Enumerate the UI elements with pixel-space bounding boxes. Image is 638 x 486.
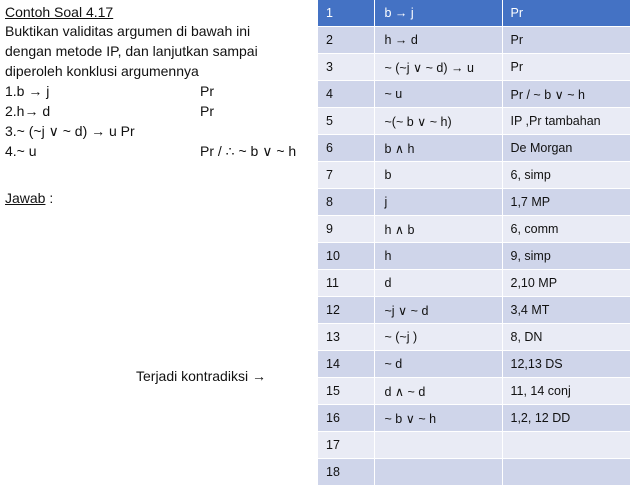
premise-4	[5, 143, 315, 160]
table-row	[318, 405, 630, 432]
step-reason: Pr	[502, 54, 630, 81]
step-number: 2	[318, 27, 374, 54]
step-number: 9	[318, 216, 374, 243]
proof-table-body	[318, 0, 630, 486]
answer-label-text: Jawab	[5, 190, 46, 206]
premise-2	[5, 103, 315, 120]
step-reason	[502, 459, 630, 486]
premise-reason: Pr	[200, 103, 214, 119]
step-reason: Pr / ~ b ∨ ~ h	[502, 81, 630, 108]
step-formula: ~ d	[374, 351, 502, 378]
table-row	[318, 432, 630, 459]
problem-line: dengan metode IP, dan lanjutkan sampai	[5, 43, 258, 59]
proof-table	[318, 0, 631, 486]
step-formula: b	[374, 162, 502, 189]
step-formula: ~(~ b ∨ ~ h)	[374, 108, 502, 135]
problem-title: Contoh Soal 4.17	[5, 4, 114, 20]
step-reason: Pr	[502, 0, 630, 27]
step-formula: h ∧ b	[374, 216, 502, 243]
step-number: 10	[318, 243, 374, 270]
step-formula: d ∧ ~ d	[374, 378, 502, 405]
step-reason: 1,7 MP	[502, 189, 630, 216]
problem-line: Buktikan validitas argumen di bawah ini	[5, 23, 251, 39]
step-reason	[502, 432, 630, 459]
table-row	[318, 189, 630, 216]
step-number: 14	[318, 351, 374, 378]
table-row	[318, 27, 630, 54]
step-number: 1	[318, 0, 374, 27]
step-number: 17	[318, 432, 374, 459]
table-row	[318, 270, 630, 297]
step-reason: 6, simp	[502, 162, 630, 189]
table-row	[318, 54, 630, 81]
table-row	[318, 108, 630, 135]
premise-expr: 4.~ u	[5, 143, 37, 159]
premise-3	[5, 123, 315, 140]
table-row	[318, 216, 630, 243]
premise-reason: Pr / ∴ ~ b ∨ ~ h	[200, 143, 297, 159]
step-number: 5	[318, 108, 374, 135]
table-row	[318, 378, 630, 405]
table-row	[318, 135, 630, 162]
step-formula: j	[374, 189, 502, 216]
step-formula: ~j ∨ ~ d	[374, 297, 502, 324]
step-reason: 9, simp	[502, 243, 630, 270]
premise-expr: 2.h→ d	[5, 103, 51, 119]
step-formula: ~ b ∨ ~ h	[374, 405, 502, 432]
problem-panel	[0, 0, 318, 479]
table-row	[318, 351, 630, 378]
step-reason: 1,2, 12 DD	[502, 405, 630, 432]
step-reason: 3,4 MT	[502, 297, 630, 324]
step-number: 6	[318, 135, 374, 162]
contradiction-note: Terjadi kontradiksi →	[136, 368, 266, 384]
step-formula	[374, 459, 502, 486]
step-reason: De Morgan	[502, 135, 630, 162]
step-number: 16	[318, 405, 374, 432]
step-number: 13	[318, 324, 374, 351]
step-reason: 11, 14 conj	[502, 378, 630, 405]
step-formula: b ∧ h	[374, 135, 502, 162]
step-reason: 2,10 MP	[502, 270, 630, 297]
problem-line: diperoleh konklusi argumennya	[5, 63, 199, 79]
answer-label	[5, 190, 53, 206]
step-number: 7	[318, 162, 374, 189]
step-number: 15	[318, 378, 374, 405]
step-reason: Pr	[502, 27, 630, 54]
step-number: 4	[318, 81, 374, 108]
table-row	[318, 243, 630, 270]
step-number: 8	[318, 189, 374, 216]
step-number: 3	[318, 54, 374, 81]
step-reason: IP ,Pr tambahan	[502, 108, 630, 135]
table-row	[318, 81, 630, 108]
premise-reason: Pr	[200, 83, 214, 99]
step-formula: h → d	[374, 27, 502, 54]
step-number: 11	[318, 270, 374, 297]
premise-expr: 1.b → j	[5, 83, 50, 99]
premise-1	[5, 83, 315, 100]
table-row	[318, 297, 630, 324]
step-number: 12	[318, 297, 374, 324]
step-formula: h	[374, 243, 502, 270]
step-reason: 8, DN	[502, 324, 630, 351]
step-reason: 12,13 DS	[502, 351, 630, 378]
step-number: 18	[318, 459, 374, 486]
table-row	[318, 324, 630, 351]
premise-expr: 3.~ (~j ∨ ~ d) → u Pr	[5, 123, 135, 139]
step-formula: b → j	[374, 0, 502, 27]
step-reason: 6, comm	[502, 216, 630, 243]
step-formula: ~ u	[374, 81, 502, 108]
table-row	[318, 162, 630, 189]
step-formula: ~ (~j )	[374, 324, 502, 351]
answer-label-suffix: :	[45, 190, 54, 206]
table-row	[318, 0, 630, 27]
step-formula: ~ (~j ∨ ~ d) → u	[374, 54, 502, 81]
table-row	[318, 459, 630, 486]
step-formula: d	[374, 270, 502, 297]
step-formula	[374, 432, 502, 459]
